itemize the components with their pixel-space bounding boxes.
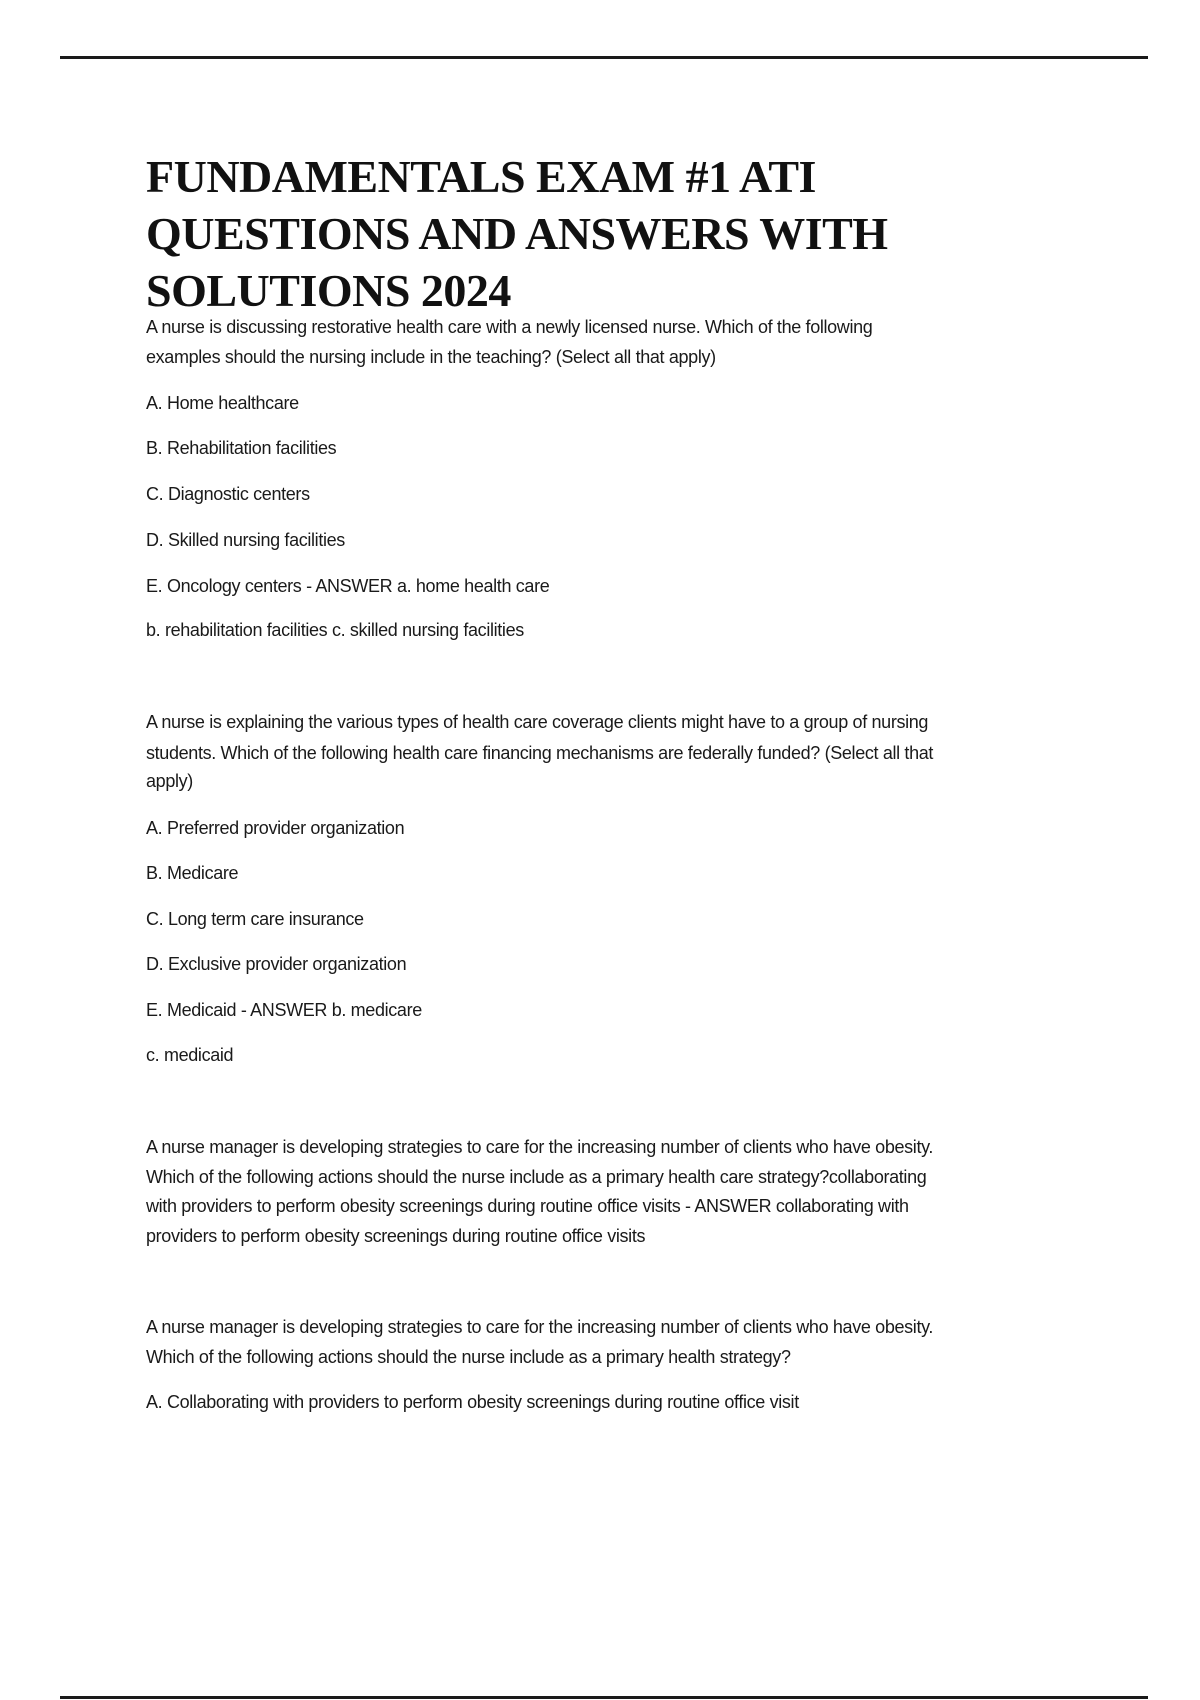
header-rule — [60, 56, 1148, 59]
question-2-stem: A nurse is explaining the various types of health care coverage clients might have to a group of nursing — [146, 712, 929, 732]
question-1-option: B. Rehabilitation facilities — [146, 438, 337, 458]
question-2-option: B. Medicare — [146, 863, 239, 883]
question-1-option: D. Skilled nursing facilities — [146, 530, 345, 550]
question-1-option: A. Home healthcare — [146, 393, 299, 413]
question-2-option: A. Preferred provider organization — [146, 818, 405, 838]
question-4-option: A. Collaborating with providers to perform obesity screenings during routine office visit — [146, 1392, 799, 1412]
question-2-option: D. Exclusive provider organization — [146, 954, 407, 974]
question-3-stem: Which of the following actions should the nurse include as a primary health care strategy?collaborating — [146, 1167, 927, 1187]
title-line: QUESTIONS AND ANSWERS WITH — [146, 208, 888, 259]
question-4-stem: Which of the following actions should the nurse include as a primary health strategy? — [146, 1347, 791, 1367]
question-1-answer: E. Oncology centers - ANSWER a. home health care — [146, 576, 550, 596]
question-2-answer: c. medicaid — [146, 1045, 234, 1065]
question-3-stem: providers to perform obesity screenings during routine office visits — [146, 1226, 646, 1246]
question-1-option: C. Diagnostic centers — [146, 484, 310, 504]
question-2-stem: students. Which of the following health care financing mechanisms are federally funded? (Select all that — [146, 743, 934, 763]
title-line: FUNDAMENTALS EXAM #1 ATI — [146, 151, 816, 202]
question-1-stem: examples should the nursing include in the teaching? (Select all that apply) — [146, 347, 716, 367]
question-2-answer: E. Medicaid - ANSWER b. medicare — [146, 1000, 422, 1020]
question-1-answer: b. rehabilitation facilities c. skilled nursing facilities — [146, 620, 524, 640]
question-3-stem: A nurse manager is developing strategies to care for the increasing number of clients who have obesity. — [146, 1137, 934, 1157]
document-title — [146, 148, 888, 319]
footer-rule — [60, 1696, 1148, 1699]
question-1-stem: A nurse is discussing restorative health care with a newly licensed nurse. Which of the following — [146, 317, 873, 337]
question-3-stem: with providers to perform obesity screenings during routine office visits - ANSWER collaborating with — [146, 1196, 909, 1216]
title-line: SOLUTIONS 2024 — [146, 265, 511, 316]
question-2-option: C. Long term care insurance — [146, 909, 364, 929]
question-2-stem: apply) — [146, 771, 193, 791]
question-4-stem: A nurse manager is developing strategies to care for the increasing number of clients who have obesity. — [146, 1317, 934, 1337]
